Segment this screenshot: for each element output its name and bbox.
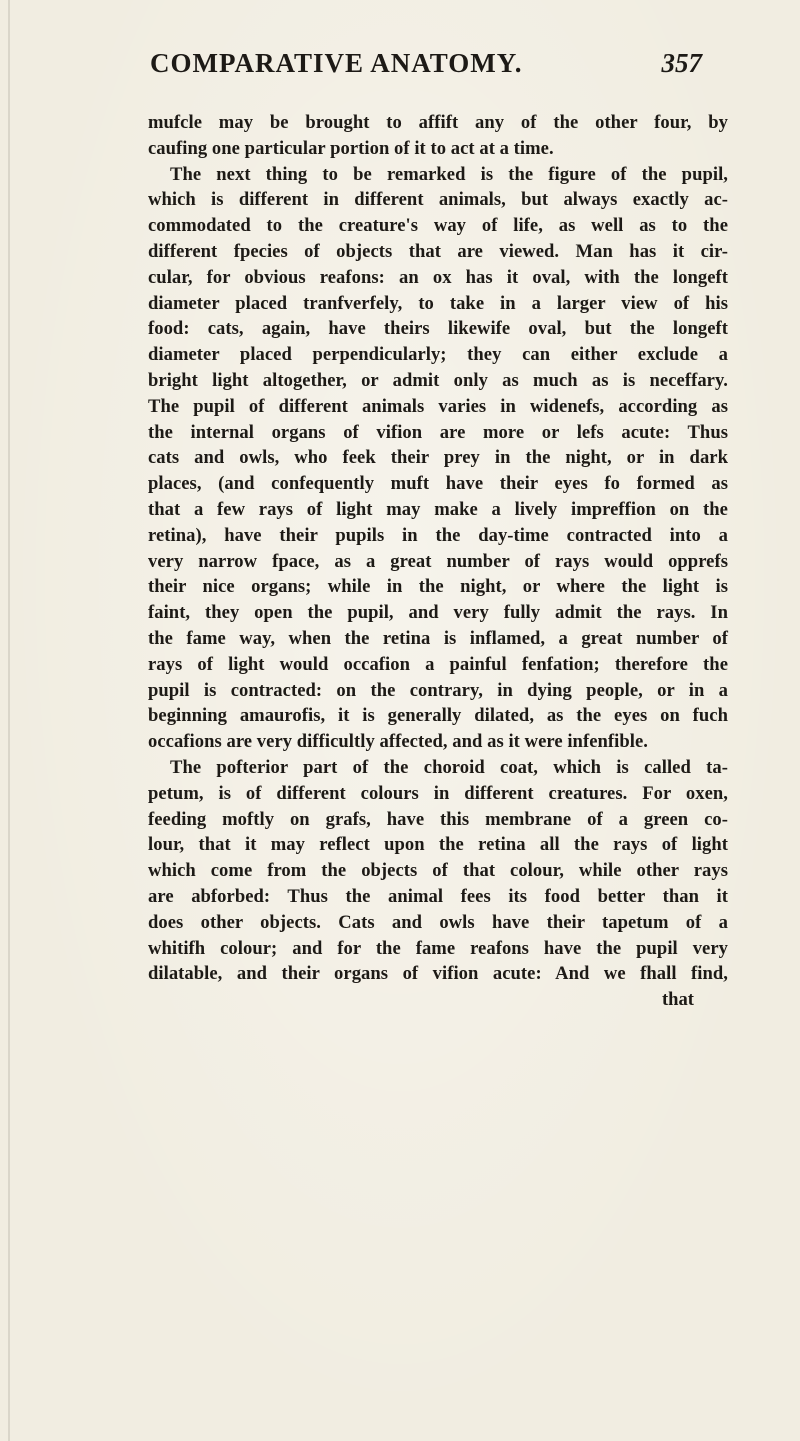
text-line: places, (and confequently muft have their eyes fo formed as: [148, 473, 728, 495]
text-line: their nice organs; while in the night, or where the light is: [148, 576, 728, 598]
text-line: The pofterior part of the choroid coat, which is called ta-: [170, 756, 728, 778]
text-line: occafions are very difficultly affected, and as it were infenfible.: [148, 731, 648, 753]
text-line: does other objects. Cats and owls have their tapetum of a: [148, 911, 728, 933]
text-line: mufcle may be brought to affift any of the other four, by: [148, 112, 728, 133]
text-line: diameter placed tranfverfely, to take in a larger view of his: [148, 292, 728, 314]
page-header: [120, 48, 702, 88]
text-line: retina), have their pupils in the day-time contracted into a: [148, 524, 728, 546]
text-line: bright light altogether, or admit only as much as is neceffary.: [148, 369, 728, 391]
page-number: 357: [661, 48, 702, 78]
text-line: the internal organs of vifion are more or lefs acute: Thus: [148, 421, 728, 443]
text-line: lour, that it may reflect upon the retina all the rays of light: [148, 834, 728, 856]
text-line: whitifh colour; and for the fame reafons have the pupil very: [148, 937, 728, 959]
text-line: dilatable, and their organs of vifion acute: And we fhall find,: [148, 963, 728, 985]
catchword: that: [661, 989, 694, 1011]
text-line: cats and owls, who feek their prey in the night, or in dark: [148, 447, 728, 469]
text-line: feeding moftly on grafs, have this membrane of a green co-: [148, 808, 728, 830]
text-line: diameter placed perpendicularly; they can either exclude a: [148, 344, 728, 366]
text-line: are abforbed: Thus the animal fees its food better than it: [148, 885, 728, 907]
text-line: rays of light would occafion a painful fenfation; therefore the: [148, 653, 728, 675]
text-line: faint, they open the pupil, and very fully admit the rays. In: [148, 602, 728, 624]
text-line: which come from the objects of that colour, while other rays: [148, 860, 728, 882]
body-text: [148, 110, 728, 1013]
text-line: food: cats, again, have theirs likewife oval, but the longeft: [148, 318, 728, 340]
text-line: which is different in different animals, but always exactly ac-: [148, 189, 728, 211]
text-line: The pupil of different animals varies in widenefs, according as: [148, 395, 728, 417]
text-line: that a few rays of light may make a lively impreffion on the: [148, 498, 728, 520]
text-line: commodated to the creature's way of life, as well as to the: [148, 215, 728, 237]
text-line: different fpecies of objects that are viewed. Man has it cir-: [148, 240, 728, 262]
text-line: The next thing to be remarked is the figure of the pupil,: [170, 163, 728, 185]
text-line: the fame way, when the retina is inflamed, a great number of: [148, 627, 728, 649]
text-line: pupil is contracted: on the contrary, in dying people, or in a: [148, 679, 728, 701]
page-edge-shadow: [8, 0, 10, 1441]
text-line: beginning amaurofis, it is generally dilated, as the eyes on fuch: [148, 705, 728, 727]
text-line: cular, for obvious reafons: an ox has it oval, with the longeft: [148, 266, 728, 288]
running-head: COMPARATIVE ANATOMY.: [150, 48, 523, 78]
text-line: very narrow fpace, as a great number of rays would opprefs: [148, 550, 728, 572]
text-line: petum, is of different colours in different creatures. For oxen,: [148, 782, 728, 804]
text-line: caufing one particular portion of it to act at a time.: [148, 137, 554, 159]
